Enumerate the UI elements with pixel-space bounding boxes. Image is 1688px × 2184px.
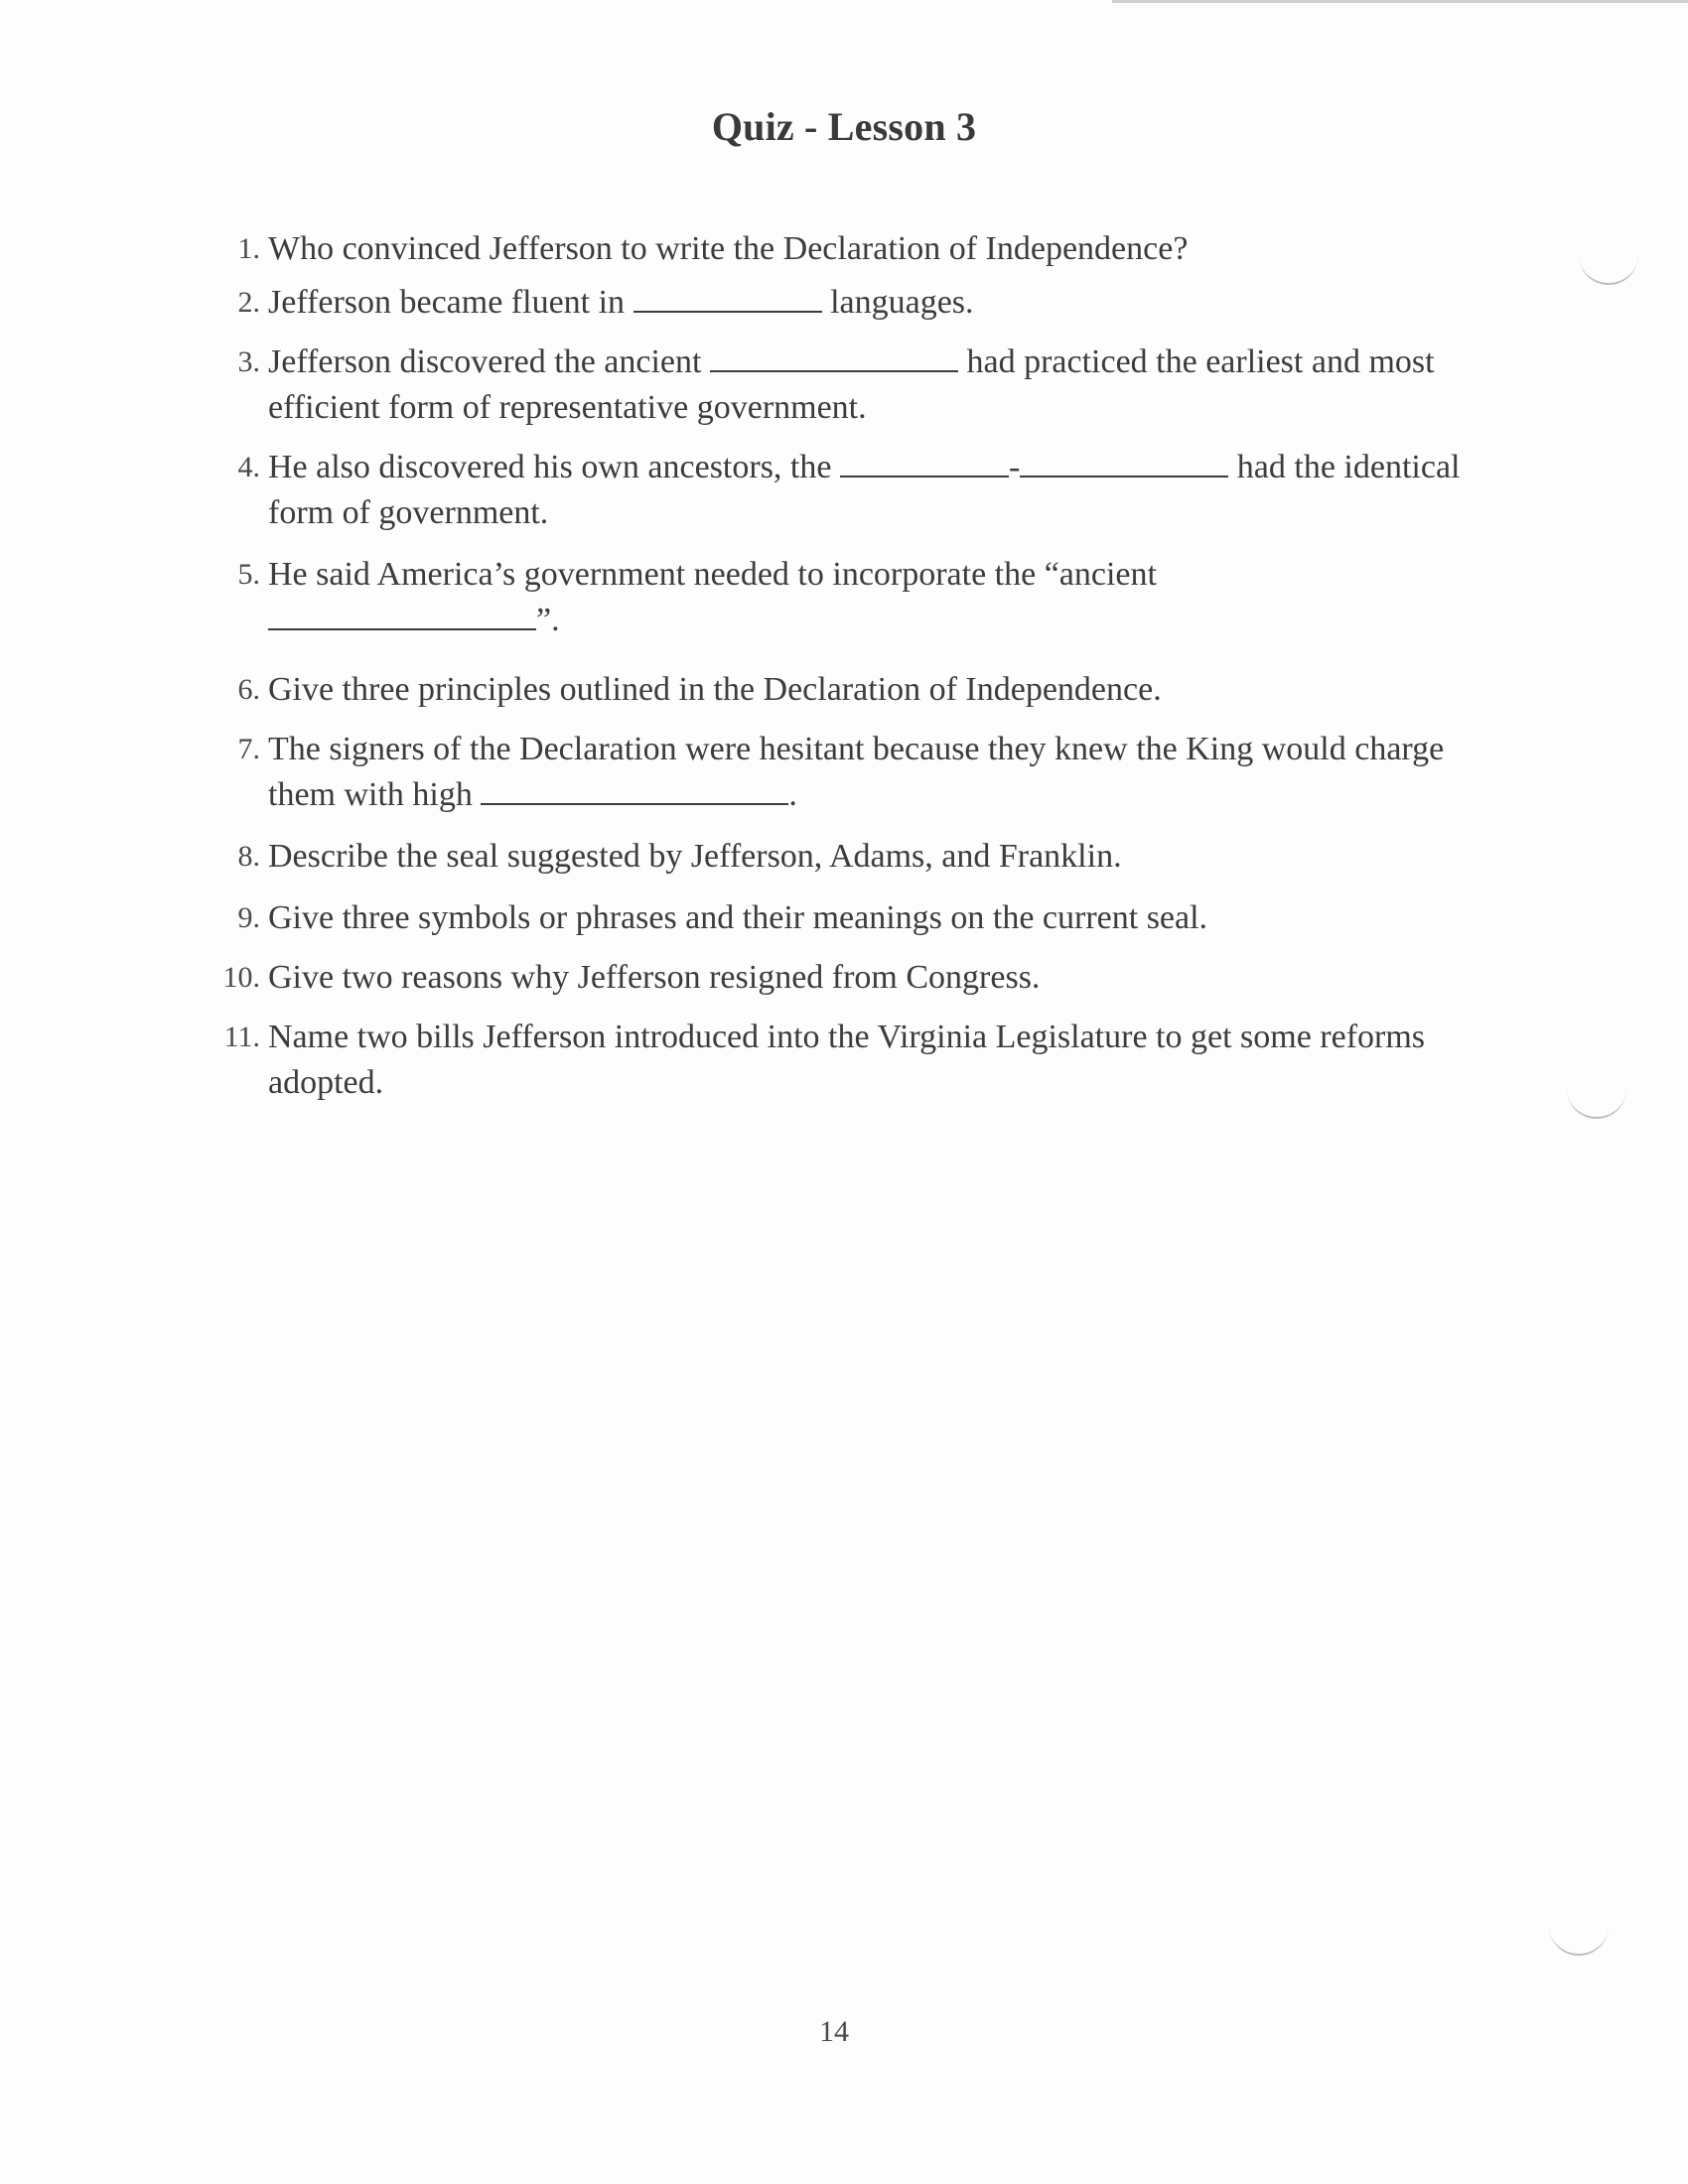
question-text: Who convinced Jefferson to write the Declaration of Independence? — [268, 230, 1189, 267]
question-text: . — [788, 776, 797, 813]
question-text: languages. — [830, 284, 974, 321]
binder-hole-mark — [1579, 253, 1638, 285]
binder-hole-mark — [1549, 1924, 1609, 1956]
question-number: 1. — [237, 232, 260, 265]
question-7 — [199, 727, 1509, 818]
question-10 — [199, 955, 1509, 1001]
question-4 — [199, 445, 1509, 536]
question-text: Give three principles outlined in the Declaration of Independence. — [268, 671, 1162, 708]
answer-blank — [481, 773, 788, 805]
blank-separator: - — [1008, 449, 1021, 485]
question-text: ”. — [536, 602, 560, 638]
question-11 — [199, 1015, 1509, 1106]
answer-blank — [1020, 446, 1228, 478]
question-text: The signers of the Declaration were hesitant because they knew the King would charge them with high — [268, 731, 1445, 813]
question-1 — [199, 226, 1509, 272]
binder-hole-mark — [1567, 1087, 1626, 1119]
question-text: Jefferson discovered the ancient — [268, 343, 702, 380]
question-number: 3. — [237, 345, 260, 378]
question-number: 7. — [237, 733, 260, 765]
question-text: Describe the seal suggested by Jefferson, Adams, and Franklin. — [268, 838, 1122, 875]
question-text: He also discovered his own ancestors, the — [268, 449, 832, 485]
question-number: 4. — [237, 451, 260, 483]
scan-edge-line — [1112, 0, 1688, 3]
question-8 — [199, 834, 1509, 880]
question-number: 6. — [237, 673, 260, 706]
page-number: 14 — [819, 2015, 849, 2048]
answer-blank — [710, 341, 958, 372]
question-3 — [199, 340, 1509, 431]
question-2 — [199, 280, 1509, 326]
question-list — [199, 226, 1509, 1106]
question-text: had practiced the earliest and most efficient form of representative government. — [268, 343, 1435, 426]
question-number: 2. — [237, 286, 260, 319]
question-9 — [199, 895, 1509, 941]
question-text: He said America’s government needed to incorporate the “ancient — [268, 556, 1157, 593]
question-5 — [199, 552, 1509, 643]
question-text: Name two bills Jefferson introduced into the Virginia Legislature to get some reforms adopted. — [268, 1019, 1426, 1101]
question-text: Give two reasons why Jefferson resigned from Congress. — [268, 959, 1041, 996]
question-number: 11. — [223, 1021, 260, 1053]
answer-blank — [268, 599, 536, 630]
page-title: Quiz - Lesson 3 — [711, 104, 977, 149]
question-number: 5. — [237, 558, 260, 591]
question-number: 9. — [237, 901, 260, 934]
question-text: had the identical form of government. — [268, 449, 1461, 531]
question-text: Give three symbols or phrases and their meanings on the current seal. — [268, 899, 1208, 936]
question-number: 10. — [222, 961, 260, 994]
question-number: 8. — [237, 840, 260, 873]
question-text: Jefferson became fluent in — [268, 284, 626, 321]
answer-blank — [840, 446, 1009, 478]
question-6 — [199, 667, 1509, 713]
answer-blank — [633, 281, 822, 313]
